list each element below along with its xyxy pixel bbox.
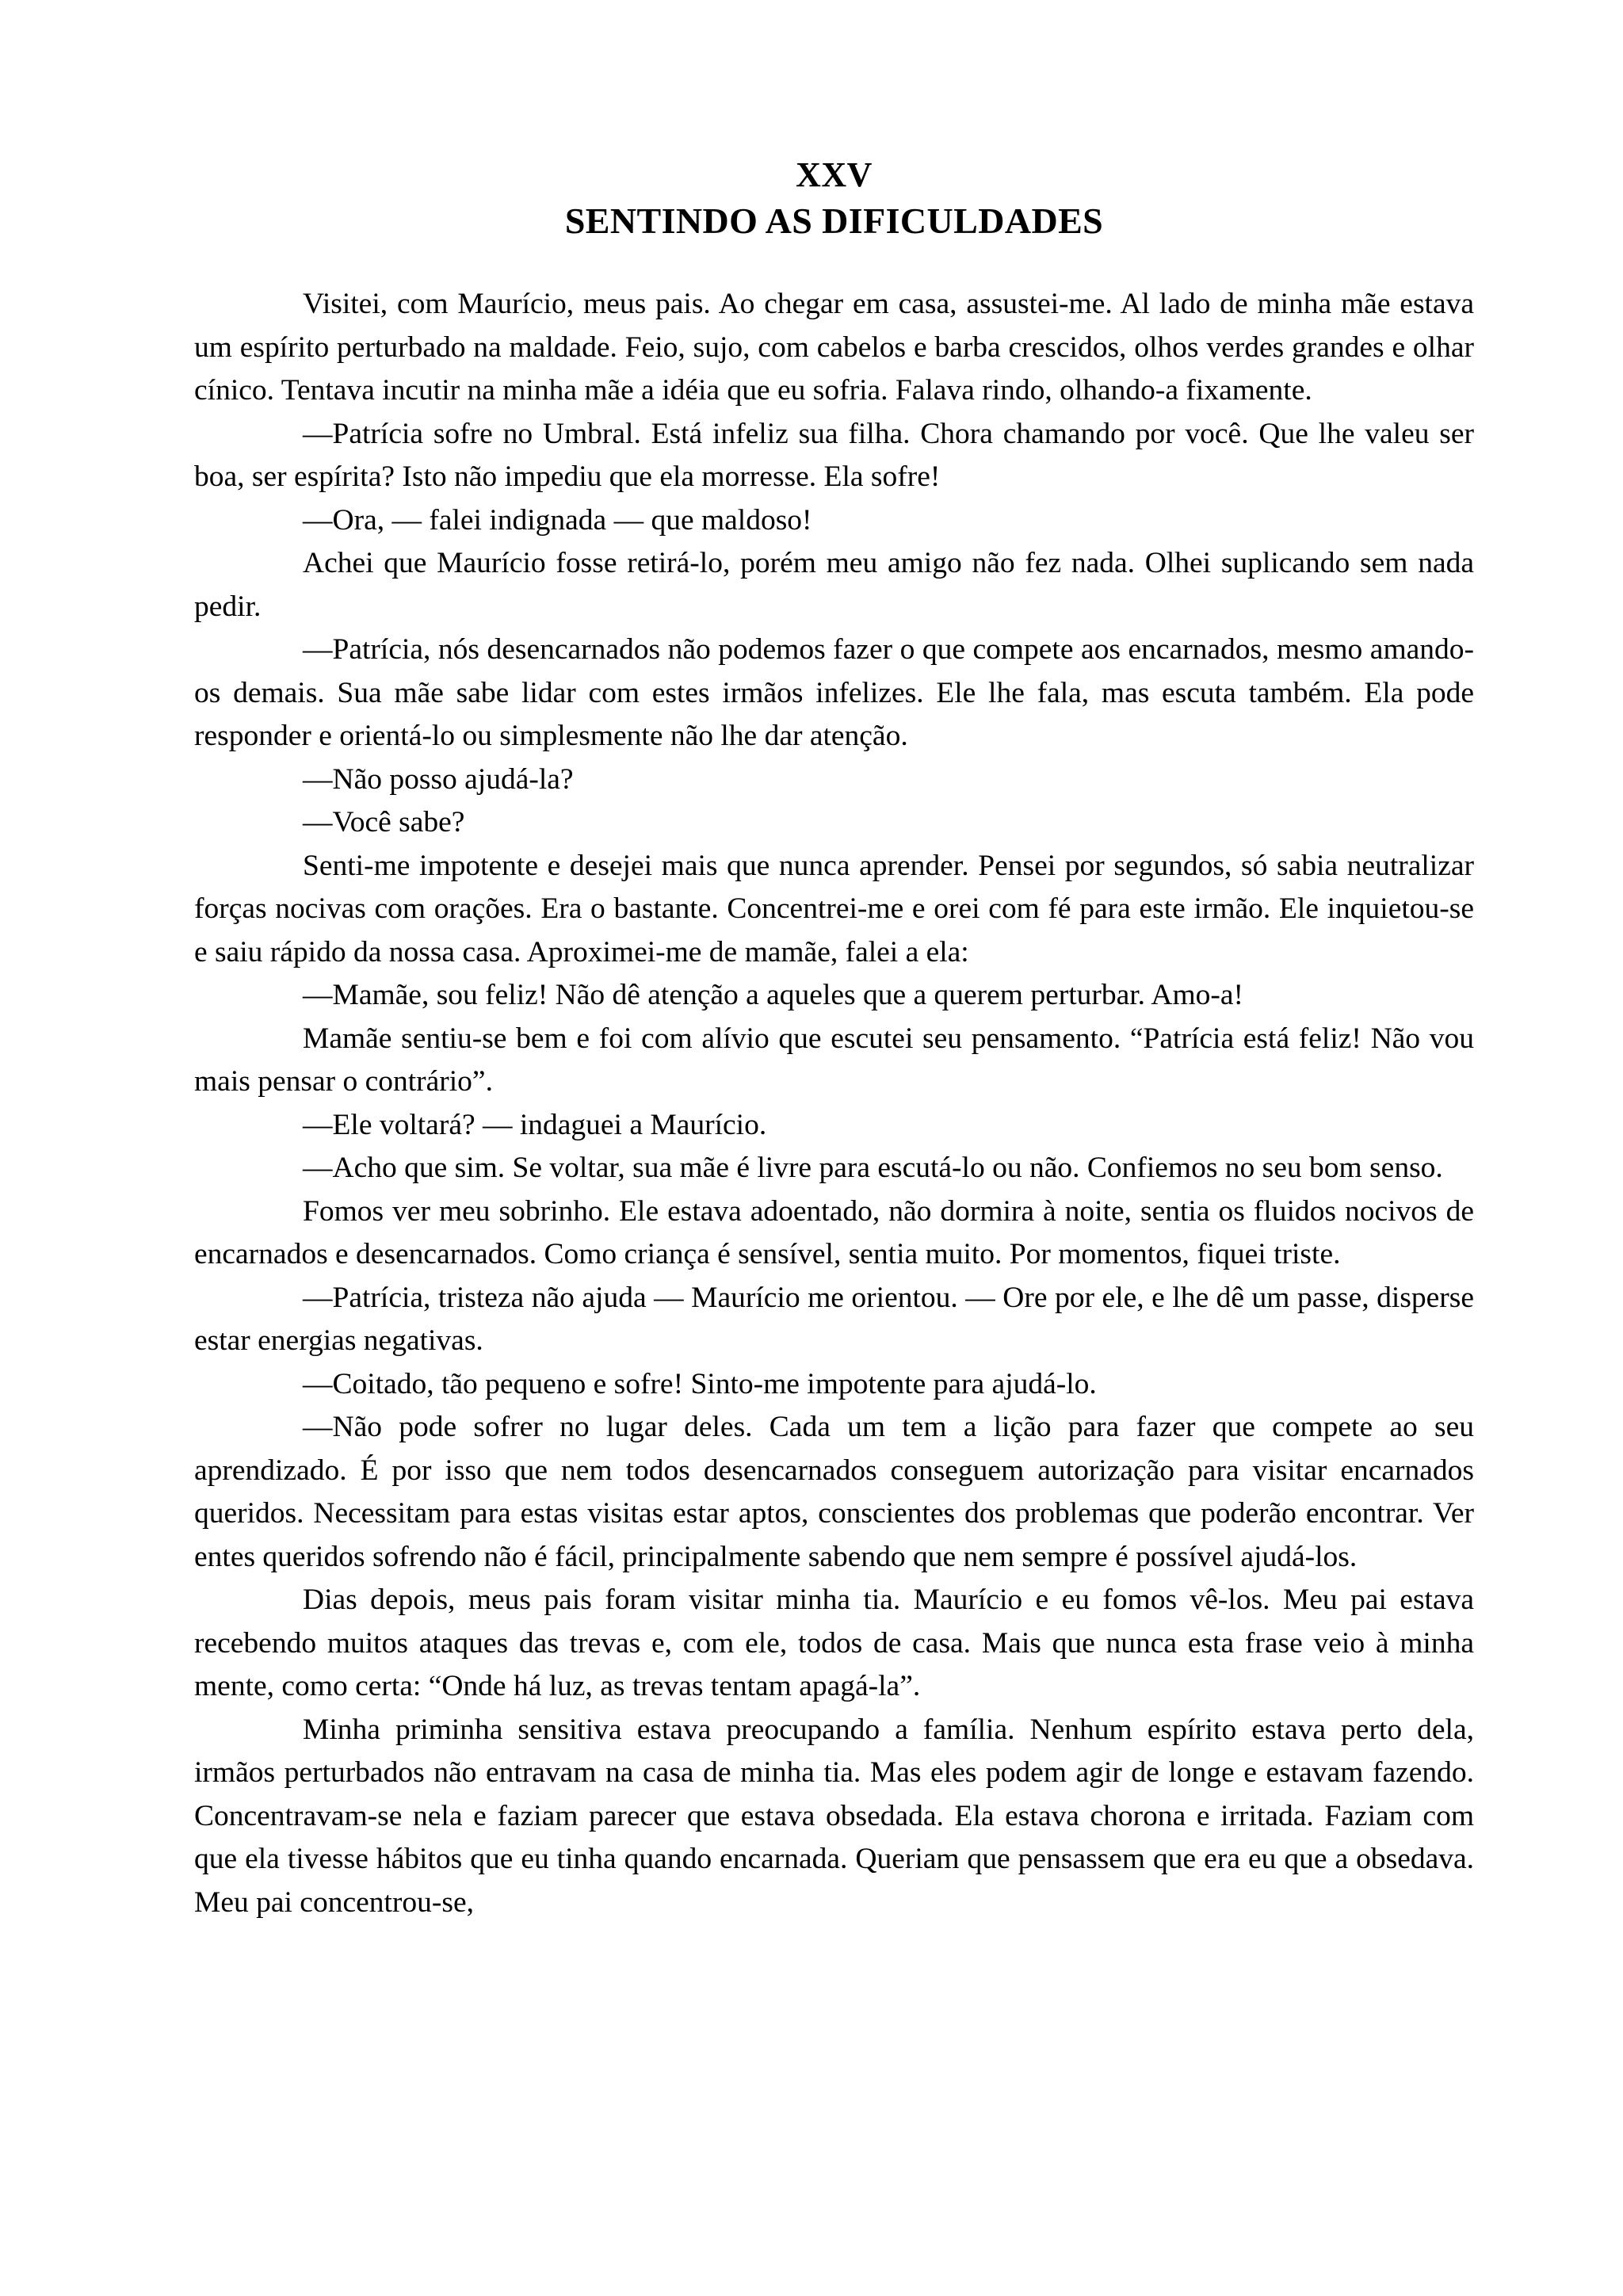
paragraph: Mamãe sentiu-se bem e foi com alívio que escutei seu pensamento. “Patrícia está feliz! Não vou mais pensar o contrário”. [194,1022,1474,1098]
page-content [194,155,1474,1924]
paragraph: Senti-me impotente e desejei mais que nunca aprender. Pensei por segundos, só sabia neutralizar forças nocivas com orações. Era o bastante. Concentrei-me e orei com fé para este irmão. Ele inquietou-se e saiu rápido da nossa casa. Aproximei-me de mamãe, falei a ela: [194,849,1474,968]
paragraph: —Não posso ajudá-la? [303,762,574,796]
chapter-title: SENTINDO AS DIFICULDADES [564,200,1104,241]
paragraph: —Ora, — falei indignada — que maldoso! [303,503,812,537]
body-text [194,283,1474,1924]
paragraph: Minha priminha sensitiva estava preocupando a família. Nenhum espírito estava perto dela, irmãos perturbados não entravam na casa de minha tia. Mas eles podem agir de longe e estavam fazendo. Concentravam-se nela e faziam parecer que estava obsedada. Ela estava chorona e irritada. Faziam com que ela tivesse hábitos que eu tinha quando encarnada. Queriam que pensassem que era eu que a obsedava. Meu pai concentrou-se, [194,1713,1474,1919]
paragraph: —Patrícia, tristeza não ajuda — Maurício me orientou. — Ore por ele, e lhe dê um passe, disperse estar energias negativas. [194,1281,1474,1358]
paragraph: —Coitado, tão pequeno e sofre! Sinto-me impotente para ajudá-lo. [303,1367,1097,1400]
chapter-heading [194,155,1474,242]
paragraph: —Patrícia sofre no Umbral. Está infeliz sua filha. Chora chamando por você. Que lhe valeu ser boa, ser espírita? Isto não impediu que ela morresse. Ela sofre! [194,417,1474,494]
paragraph: —Acho que sim. Se voltar, sua mãe é livre para escutá-lo ou não. Confiemos no seu bom senso. [303,1152,1443,1185]
paragraph: —Mamãe, sou feliz! Não dê atenção a aqueles que a querem perturbar. Amo-a! [303,979,1243,1012]
paragraph: —Patrícia, nós desencarnados não podemos fazer o que compete aos encarnados, mesmo amando-os demais. Sua mãe sabe lidar com estes irmãos infelizes. Ele lhe fala, mas escuta também. Ela pode responder e orientá-lo ou simplesmente não lhe dar atenção. [194,633,1474,753]
paragraph: Visitei, com Maurício, meus pais. Ao chegar em casa, assustei-me. Al lado de minha mãe estava um espírito perturbado na maldade. Feio, sujo, com cabelos e barba crescidos, olhos verdes grandes e olhar cínico. Tentava incutir na minha mãe a idéia que eu sofria. Falava rindo, olhando-a fixamente. [194,288,1474,407]
paragraph: —Não pode sofrer no lugar deles. Cada um tem a lição para fazer que compete ao seu aprendizado. É por isso que nem todos desencarnados conseguem autorização para visitar encarnados queridos. Necessitam para estas visitas estar aptos, conscientes dos problemas que poderão encontrar. Ver entes queridos sofrendo não é fácil, principalmente sabendo que nem sempre é possível ajudá-los. [194,1411,1474,1573]
paragraph: Dias depois, meus pais foram visitar minha tia. Maurício e eu fomos vê-los. Meu pai estava recebendo muitos ataques das trevas e, com ele, todos de casa. Mais que nunca esta frase veio à minha mente, como certa: “Onde há luz, as trevas tentam apagá-la”. [194,1584,1474,1703]
paragraph: —Você sabe? [303,806,465,839]
paragraph: Fomos ver meu sobrinho. Ele estava adoentado, não dormira à noite, sentia os fluidos nocivos de encarnados e desencarnados. Como criança é sensível, sentia muito. Por momentos, fiquei triste. [194,1194,1474,1271]
chapter-number: XXV [796,155,873,194]
paragraph: —Ele voltará? — indaguei a Maurício. [303,1108,767,1141]
paragraph: Achei que Maurício fosse retirá-lo, porém meu amigo não fez nada. Olhei suplicando sem nada pedir. [194,547,1474,623]
